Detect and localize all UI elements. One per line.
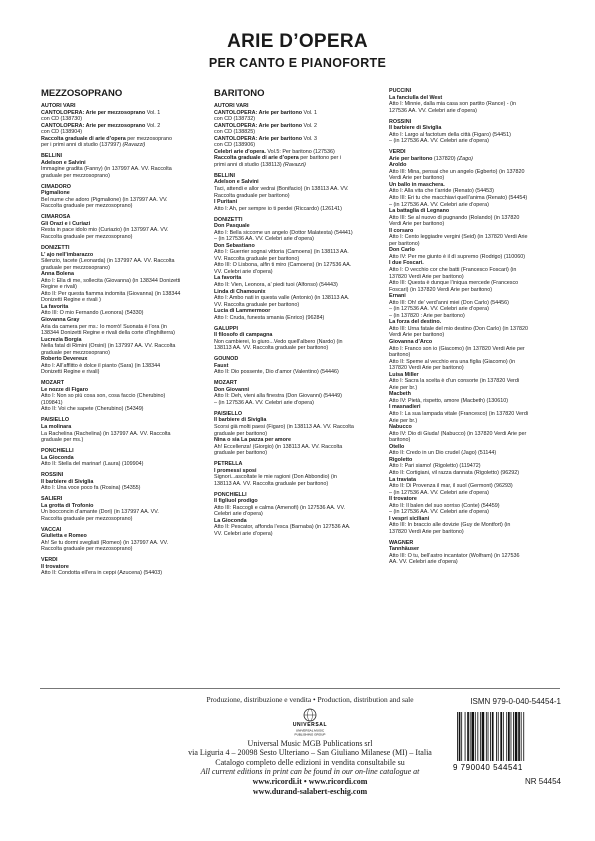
composer-heading: AUTORI VARI	[214, 103, 249, 109]
entry-title: Il filosofo di campagna	[214, 332, 273, 339]
entry-title: Faust	[214, 362, 229, 369]
entry-title: La favorita	[41, 303, 69, 310]
barcode-bar	[518, 712, 520, 761]
entry-title: Don Sebastiano	[214, 242, 255, 249]
entry-title: Il barbiere di Siviglia	[389, 125, 442, 132]
entry-text: (137820)	[432, 155, 458, 162]
composer-heading: BELLINI	[214, 172, 235, 179]
catalog-entry	[389, 431, 529, 444]
entry-title: CANTOLOPERA: Arie per baritono	[214, 122, 303, 129]
production-line: Produzione, distribuzione e vendita • Production, distribution and sale	[206, 695, 414, 704]
entry-text: Atto I: Minnie, dalla mia casa son partito (Rance) - (in 127536 AA. VV. Celebri arie d’opera)	[389, 101, 517, 114]
catalog-entry	[41, 540, 181, 553]
composer-heading: CIMADORO	[41, 183, 71, 190]
entry-title: Raccolta graduale di arie d’opera	[214, 155, 299, 162]
entry-text: Bel nume che adoro (Pigmalione) (in 137997 AA. VV. Raccolta graduale per mezzosoprano)	[41, 196, 168, 210]
barcode-bar	[498, 712, 499, 761]
catalog-entry	[41, 278, 181, 291]
catalog-entry	[41, 343, 181, 356]
barcode-bar	[457, 712, 458, 761]
catalog-entry	[389, 411, 529, 424]
barcode-bar	[480, 712, 481, 761]
entry-text: Ah! Se tu dormi svegliati (Romeo) (in 137997 AA. VV. Raccolta graduale per mezzosoprano)	[41, 539, 169, 553]
catalog-entry	[214, 505, 354, 518]
column-mezzosoprano	[41, 88, 181, 577]
entry-text: Atto II: Condotta ell’era in ceppi (Azucena) (54403)	[41, 570, 163, 577]
catalog-entry	[41, 570, 181, 577]
entry-title: Anna Bolena	[41, 271, 74, 278]
entry-title: La Gioconda	[41, 454, 74, 461]
entry-title: I masnadieri	[389, 404, 421, 411]
entry-text: Atto I: O vecchio cor che batti (Francesco Foscari) (in 137820 Verdi Arie per baritono)	[389, 267, 517, 280]
entry-text: Atto II: Il balen del suo sorriso (Conte) (54459)	[389, 502, 500, 509]
composer-heading: DONIZETTI	[214, 216, 243, 223]
barcode-bar	[508, 712, 510, 761]
entry-text: Silenzio, tacete (Leonarda) (in 137997 AA. VV. Raccolta graduale per mezzosoprano)	[41, 258, 175, 271]
entry-title: Arie per baritono	[389, 155, 433, 162]
catalog-entry	[214, 262, 354, 275]
catalog-entry	[41, 166, 181, 179]
entry-text: Atto II: Cortigiani, vil razza dannata (Rigoletto) (96292)	[389, 469, 520, 476]
catalog-entry	[41, 324, 181, 337]
entry-title: Lucrezia Borgia	[41, 336, 82, 343]
barcode-bar	[477, 712, 478, 761]
barcode-bar	[471, 712, 474, 761]
entry-text: Atto I: Una voce poco fa (Rosina) (54355)	[41, 485, 141, 492]
link-separator: •	[303, 776, 309, 786]
catalog-entry	[389, 346, 529, 359]
entry-text: Non cambierei, lo giuro...Vedo quell’albero (Nardo) (in 138113 AA. VV. Raccolta graduale per baritono)	[214, 338, 343, 352]
entry-title: Linda di Chamounix	[214, 288, 266, 295]
entry-title: Giulietta e Romeo	[41, 533, 87, 540]
catalog-entry	[214, 474, 354, 487]
catalog-note-it: Catalogo completo delle edizioni in vendita consultabile su	[215, 757, 405, 767]
entry-title: Raccolta graduale di arie d’opera	[41, 135, 126, 142]
entry-text: Atto IV: Per me giunto è il dì supremo (Rodrigo) (110060)	[389, 253, 526, 260]
catalog-entry	[214, 339, 354, 352]
website-links	[175, 777, 445, 787]
catalog-entry	[41, 363, 181, 376]
entry-text: per mezzosoprano per i primi anni di studio (137997)	[41, 135, 172, 149]
composer-heading: DONIZETTI	[41, 244, 70, 251]
publisher-footer	[175, 695, 445, 796]
entry-text: Immagine gradita (Fanny) (in 137997 AA. VV. Raccolta graduale per mezzosoprano)	[41, 166, 172, 179]
entry-title: Gli Orazi e i Curiazi	[41, 220, 91, 227]
entry-text: Atto II: Pescator, affonda l’esca (Barnaba) (in 127536 AA. VV. Celebri arie d’opera)	[214, 524, 351, 537]
catalog-entry	[214, 524, 354, 537]
entry-text: – (in 127536 AA. VV. Celebri arie d’opera)	[389, 489, 489, 496]
column-baritono-continued	[389, 88, 529, 566]
entry-text: con CD (138904)	[41, 129, 83, 136]
entry-text: Un bocconcin d’amante (Dori) (in 137997 AA. VV. Raccolta graduale per mezzosoprano)	[41, 509, 159, 522]
entry-title: Adelson e Salvini	[214, 179, 259, 186]
composer-heading: VERDI	[389, 149, 406, 156]
barcode-bar	[486, 712, 487, 761]
entry-text: – (in 127536 AA. VV. Celebri arie d’opera)	[389, 509, 489, 516]
entry-text: Vol. 1	[302, 109, 318, 116]
catalog-entry	[214, 424, 354, 437]
composer-heading: BELLINI	[41, 153, 62, 160]
entry-text: Nella fatal di Rimini (Orsini) (in 137997 AA. VV. Raccolta graduale per mezzosoprano)	[41, 343, 176, 356]
entry-editor: (Ravazzi)	[283, 161, 306, 168]
catalog-entry	[41, 461, 181, 468]
entry-text: – (in 127536 AA. VV. Celebri arie d’opera)	[214, 236, 314, 243]
entry-title: CANTOLOPERA: Arie per mezzosoprano	[41, 109, 146, 116]
entry-title: Roberto Devereux	[41, 356, 88, 363]
composer-heading: WAGNER	[389, 539, 414, 546]
entry-text: con CD (138825)	[214, 129, 256, 136]
composer-heading: ROSSINI	[41, 472, 64, 479]
barcode-bar	[490, 712, 491, 761]
composer-heading: PETRELLA	[214, 461, 243, 468]
composer-heading: PONCHIELLI	[214, 491, 247, 498]
barcode-bar	[488, 712, 489, 761]
entry-text: Atto III: Mina, pensai che un angelo (Egberto) (in 137820 Verdi Arie per baritono)	[389, 168, 525, 182]
entry-title: La molinara	[41, 423, 72, 430]
entry-text: Atto I: Non so più cosa son, cosa faccio (Cherubino) (109841)	[41, 393, 166, 406]
entry-text: Vol. 2	[302, 122, 318, 129]
entry-title: Le nozze di Figaro	[41, 386, 89, 393]
entry-title: Don Carlo	[389, 247, 415, 254]
entry-text: Atto I: Cento leggiadre vergini (Seid) (in 137820 Verdi Arie per baritono)	[389, 234, 528, 247]
entry-title: Pigmalione	[41, 190, 70, 197]
catalog-entry	[41, 197, 181, 210]
composer-heading: MOZART	[41, 380, 65, 387]
entry-text: Signori...ascoltate le mie ragioni (Don Abbondio) (in 138113 AA. VV. Raccolta graduale per baritono)	[214, 474, 337, 487]
entry-text: Vol. 1	[145, 109, 161, 116]
catalog-entry	[389, 215, 529, 228]
entry-text: Atto I: Pari siamo! (Rigoletto) (119472)	[389, 463, 481, 470]
catalog-entry	[41, 431, 181, 444]
entry-title: Don Giovanni	[214, 386, 250, 393]
entry-title: CANTOLOPERA: Arie per mezzosoprano	[41, 122, 146, 129]
composer-heading: PAISIELLO	[41, 417, 70, 424]
footer-divider	[40, 688, 560, 689]
entry-text: Atto I: Ella di me, sollecita (Giovanna) (in 138344 Donizetti Regine e rivali)	[41, 277, 181, 291]
entry-title: La forza del destino.	[389, 319, 442, 326]
catalog-note-en: All current editions in print can be found in our on-line catalogue at	[200, 767, 420, 777]
barcode-bar	[496, 712, 497, 761]
entry-text: Atto IV: Pietà, rispetto, amore (Macbeth) (130610)	[389, 397, 509, 404]
entry-title: Il trovatore	[389, 496, 417, 503]
entry-text: Atto I: Cruda, funesta smania (Enrico) (96284)	[214, 314, 325, 321]
entry-text: Atto II: Credo in un Dio crudel (Jago) (51144)	[389, 450, 497, 457]
entry-title: Nina o sia La pazza per amore	[214, 437, 291, 444]
entry-title: Adelson e Salvini	[41, 159, 86, 166]
entry-text: – (in 137820 : Arie per baritono)	[389, 312, 465, 319]
entry-text: Atto I: Franco son io (Giacomo) (in 137820 Verdi Arie per baritono)	[389, 345, 525, 359]
entry-text: Atto I: La sua lampada vitale (Francesco) (in 137820 Verdi Arie per br.)	[389, 411, 529, 424]
barcode-bar	[459, 712, 461, 761]
entry-text: Atto III: Raccogli e calma (Amenofi) (in 127536 AA. VV. Celebri arie d’opera)	[214, 504, 346, 518]
entry-text: Atto I: Alla vita che t’arride (Renato) (54453)	[389, 188, 494, 195]
entry-text: Atto II: Vien, Leonora, a’ piedi tuoi (Alfonso) (54443)	[214, 282, 338, 288]
catalog-entry	[389, 522, 529, 535]
entry-text: Atto IV: Dio di Giuda! (Nabucco) (in 137820 Verdi Arie per baritono)	[389, 430, 527, 444]
universal-logo	[270, 707, 350, 737]
composer-heading: VERDI	[41, 557, 58, 564]
logo-wordmark: UNIVERSAL	[292, 721, 328, 728]
link-durand[interactable]: www.durand-salabert-eschig.com	[252, 786, 368, 796]
entry-text: Atto II: Di Provenza il mar, il suol (Germont) (96293)	[389, 483, 513, 490]
entry-title: Il barbiere di Siviglia	[214, 417, 267, 424]
catalog-entry	[389, 169, 529, 182]
catalog-entry	[389, 359, 529, 372]
entry-title: Otello	[389, 443, 405, 450]
entry-text: – (in 127536 AA. VV. Celebri arie d’opera)	[214, 399, 314, 406]
entry-text: con CD (138906)	[214, 142, 256, 149]
barcode-bar	[521, 712, 522, 761]
barcode-bar	[492, 712, 494, 761]
catalog-entry	[214, 186, 354, 199]
logo-line-1: UNIVERSAL MUSIC	[295, 728, 325, 733]
entry-title: La fanciulla del West	[389, 94, 443, 101]
entry-text: Atto II: Per questa fiamma indomita (Giovanna) (in 138344 Donizetti Regine e rivali )	[41, 290, 181, 304]
entry-title: Luisa Miller	[389, 371, 419, 378]
catalog-entry	[214, 444, 354, 457]
barcode-digits: 9 790040 544541	[453, 763, 523, 772]
barcode-bar	[500, 712, 502, 761]
entry-title: La battaglia di Legnano	[389, 208, 450, 215]
barcode-bar	[523, 712, 524, 761]
catalog-entry	[389, 378, 529, 391]
entry-title: Macbeth	[389, 391, 411, 398]
entry-text: Vol. 2	[145, 122, 161, 129]
entry-text: Atto I: Ah, per sempre io ti perdei (Riccardo) (126141)	[214, 205, 342, 212]
entry-text: Resta in pace idolo mio (Curiazio) (in 137997 AA. VV. Raccolta graduale per mezzosoprano)	[41, 227, 169, 241]
catalog-entry	[389, 138, 529, 145]
entry-text: La Rachelina (Rachelina) (in 137997 AA. VV. Raccolta graduale per ms.)	[41, 430, 171, 444]
entry-title: I promessi sposi	[214, 467, 257, 474]
barcode	[451, 712, 561, 772]
entry-text: Atto III: Eri tu che macchiavi quell’anima (Renato) (54454)	[389, 194, 528, 201]
entry-title: Il barbiere di Siviglia	[41, 478, 94, 485]
barcode-bar	[482, 712, 485, 761]
entry-title: Rigoletto	[389, 456, 413, 463]
barcode-bar	[503, 712, 504, 761]
page-subtitle: PER CANTO E PIANOFORTE	[208, 56, 387, 70]
entry-text: Atto II: Deh, vieni alla finestra (Don Giovanni) (54449)	[214, 393, 342, 400]
barcode-bar	[470, 712, 471, 761]
catalog-entry	[389, 326, 529, 339]
catalog-entry	[214, 369, 354, 376]
entry-text: Atto II: Speme al vecchio era una figlia (Giacomo) (in 137820 Verdi Arie per baritono)	[389, 358, 516, 372]
entry-text: con CD (138730)	[41, 116, 83, 123]
entry-text: Atto III: Urna fatale del mio destino (Don Carlo) (in 137820 Verdi Arie per baritono)	[389, 325, 529, 339]
entry-text: Atto III: Oh! de’ verd’anni miei (Don Carlo) (54456)	[389, 299, 509, 306]
entry-text: Taci, attendi e allor vedrai (Bonifacio) (in 138113 AA. VV. Raccolta graduale per baritono)	[214, 185, 349, 199]
entry-title: Don Pasquale	[214, 223, 250, 230]
catalog-entry	[41, 485, 181, 492]
composer-heading: PAISIELLO	[214, 410, 243, 417]
entry-title: I Puritani	[214, 199, 238, 206]
entry-text: Atto II: Stella del marinar! (Laura) (109904)	[41, 461, 144, 468]
composer-heading: PUCCINI	[389, 88, 412, 94]
entry-text: con CD (138732)	[214, 116, 256, 123]
entry-text: Atto III: O Lisbona, alfin ti miro (Camoens) (in 127536 AA. VV. Celebri arie d’opera)	[214, 262, 352, 275]
entry-title: I due Foscari.	[389, 260, 424, 267]
publisher-name: Universal Music MGB Publications srl	[247, 738, 373, 748]
entry-text: Atto I: Largo al factotum della città (Figaro) (54451)	[389, 131, 511, 138]
entry-title: Il trovatore	[41, 563, 69, 570]
voice-heading: BARITONO	[214, 88, 265, 99]
entry-editor: (Ravazzi)	[122, 142, 146, 149]
column-baritono	[214, 88, 354, 537]
catalog-entry	[389, 101, 529, 114]
catalog-entry	[41, 291, 181, 304]
composer-heading: AUTORI VARI	[41, 103, 76, 109]
entry-text: Atto II: Dio possente, Dio d’amor (Valentino) (54446)	[214, 369, 339, 376]
link-ricordi-it[interactable]: www.ricordi.it	[252, 776, 302, 786]
entry-text: Atto I: Sacra la scelta è d’un consorte (in 137820 Verdi Arie per br.)	[389, 378, 520, 391]
catalog-entry	[389, 234, 529, 247]
entry-text: Atto III: O tu, bell’astro incantator (Wolfram) (in 127536 AA. VV. Celebri arie d’opera)	[389, 552, 520, 566]
entry-text: Atto III: In braccio alle dovizie (Guy de Montfort) (in 137820 Verdi Arie per baritono)	[389, 522, 511, 535]
catalog-entry	[389, 280, 529, 293]
entry-title: Celebri arie d’opera.	[214, 148, 266, 155]
entry-title: La grotta di Trofonio	[41, 502, 94, 509]
entry-text: Ah! Eccellenza! (Giorgio) (in 138113 AA. VV. Raccolta graduale per baritono)	[214, 443, 343, 457]
entry-title: Giovanna Gray	[41, 316, 80, 323]
entry-title: Ernani	[389, 293, 406, 300]
composer-heading: GOUNOD	[214, 356, 239, 363]
composer-heading: CIMAROSA	[41, 214, 71, 221]
entry-title: Un ballo in maschera.	[389, 181, 445, 188]
composer-heading: GALUPPI	[214, 325, 238, 332]
entry-title: La Gioconda	[214, 517, 247, 524]
entry-text: Atto I: Guerrier sognai vittoria (Camoens) (in 138113 AA. VV. Raccolta graduale per baritono)	[214, 249, 349, 262]
barcode-bar	[506, 712, 507, 761]
publisher-address: via Liguria 4 – 20098 Sesto Ulteriano – San Giuliano Milanese (MI) – Italia	[188, 748, 432, 758]
entry-title: Il corsaro	[389, 227, 414, 234]
composer-heading: MOZART	[214, 380, 238, 387]
entry-text: Scorsi già molti paesi (Figaro) (in 138113 AA. VV. Raccolta graduale per baritono)	[214, 423, 354, 437]
composer-heading: VACCAI	[41, 526, 62, 533]
entry-text: Aria da camera per ms.: Io morrò! Suonata è l’ora (in 138344 Donizetti Regine e rivali della corte d’Inghilterra)	[41, 323, 175, 337]
catalog-entry	[41, 406, 181, 413]
catalog-entry	[214, 206, 354, 213]
entry-title: CANTOLOPERA: Arie per baritono	[214, 135, 303, 142]
entry-title: Lucia di Lammermoor	[214, 308, 271, 315]
catalog-entry	[41, 227, 181, 240]
entry-title: L’ ajo nell’imbarazzo	[41, 251, 94, 258]
ismn-code: ISMN 979-0-040-54454-1	[470, 697, 561, 706]
entry-title: Il figliuol prodigo	[214, 498, 258, 505]
catalog-entry	[214, 249, 354, 262]
entry-text: Vol.5: Per baritono (127536)	[265, 148, 335, 155]
catalog-entry	[41, 258, 181, 271]
logo-line-2: PUBLISHING GROUP	[294, 732, 326, 737]
entry-title: La traviata	[389, 476, 416, 483]
catalog-entry	[214, 315, 354, 322]
entry-text: – (in 127536 AA. VV. Celebri arie d’opera)	[389, 138, 489, 145]
catalog-entry	[41, 509, 181, 522]
composer-heading: PONCHIELLI	[41, 447, 74, 454]
catalog-entry	[389, 553, 529, 566]
barcode-bar	[461, 712, 462, 761]
barcode-bar	[515, 712, 518, 761]
entry-title: Tannhäuser	[389, 546, 420, 553]
entry-title: Giovanna d’Arco	[389, 339, 433, 346]
entry-title: La favorita	[214, 275, 242, 282]
catalog-entry	[214, 400, 354, 407]
barcode-bar	[475, 712, 476, 761]
entry-text: per baritono per i primi anni di studio (138113)	[214, 155, 342, 168]
catalog-number: NR 54454	[524, 777, 561, 786]
entry-title: I vespri siciliani	[389, 515, 430, 522]
entry-text: Atto II: Voi che sapete (Cherubino) (54349)	[41, 406, 144, 413]
entry-text: Atto III: Questa è dunque l’iniqua mercede (Francesco Foscari) (in 137820 Verdi Arie per baritono)	[389, 280, 519, 293]
barcode-bar	[465, 712, 466, 761]
entry-title: CANTOLOPERA: Arie per baritono	[214, 109, 303, 116]
catalog-entry	[214, 295, 354, 308]
composer-heading: ROSSINI	[389, 118, 412, 125]
entry-title: Aroldo	[389, 162, 407, 169]
barcode-bars	[457, 712, 524, 761]
catalog-entry	[41, 393, 181, 406]
entry-text: Atto I: Ambo nati in questa valle (Antonio) (in 138113 AA. VV. Raccolta graduale per baritono)	[214, 295, 350, 308]
entry-text: – (in 127536 AA. VV. Celebri arie d’opera)	[389, 201, 489, 208]
entry-text: Atto III: O mio Fernando (Leonora) (54330)	[41, 310, 144, 317]
catalog-entry	[389, 267, 529, 280]
voice-heading: MEZZOSOPRANO	[41, 88, 123, 99]
barcode-bar	[513, 712, 514, 761]
entry-text: – (in 127536 AA. VV. Celebri arie d’opera)	[389, 306, 489, 313]
entry-text: Vol. 3	[302, 135, 318, 142]
entry-title: Nabucco	[389, 424, 412, 431]
entry-text: Atto I: All’afflitto è dolce il pianto (Sara) (in 138344 Donizetti Regine e rivali)	[41, 362, 161, 376]
catalog-entry	[214, 155, 354, 168]
page-title: ARIE D’OPERA	[227, 31, 368, 52]
entry-editor: (Zago)	[457, 155, 473, 162]
barcode-bar	[511, 712, 512, 761]
barcode-bar	[467, 712, 469, 761]
link-ricordi-com[interactable]: www.ricordi.com	[308, 776, 368, 786]
entry-text: Atto I: Bella siccome un angelo (Dottor Malatesta) (54441)	[214, 229, 353, 236]
composer-heading: SALIERI	[41, 496, 63, 503]
catalog-entry	[41, 136, 181, 149]
entry-text: Atto III: Se al nuovo di pugnando (Rolando) (in 137820 Verdi Arie per baritono)	[389, 214, 520, 228]
